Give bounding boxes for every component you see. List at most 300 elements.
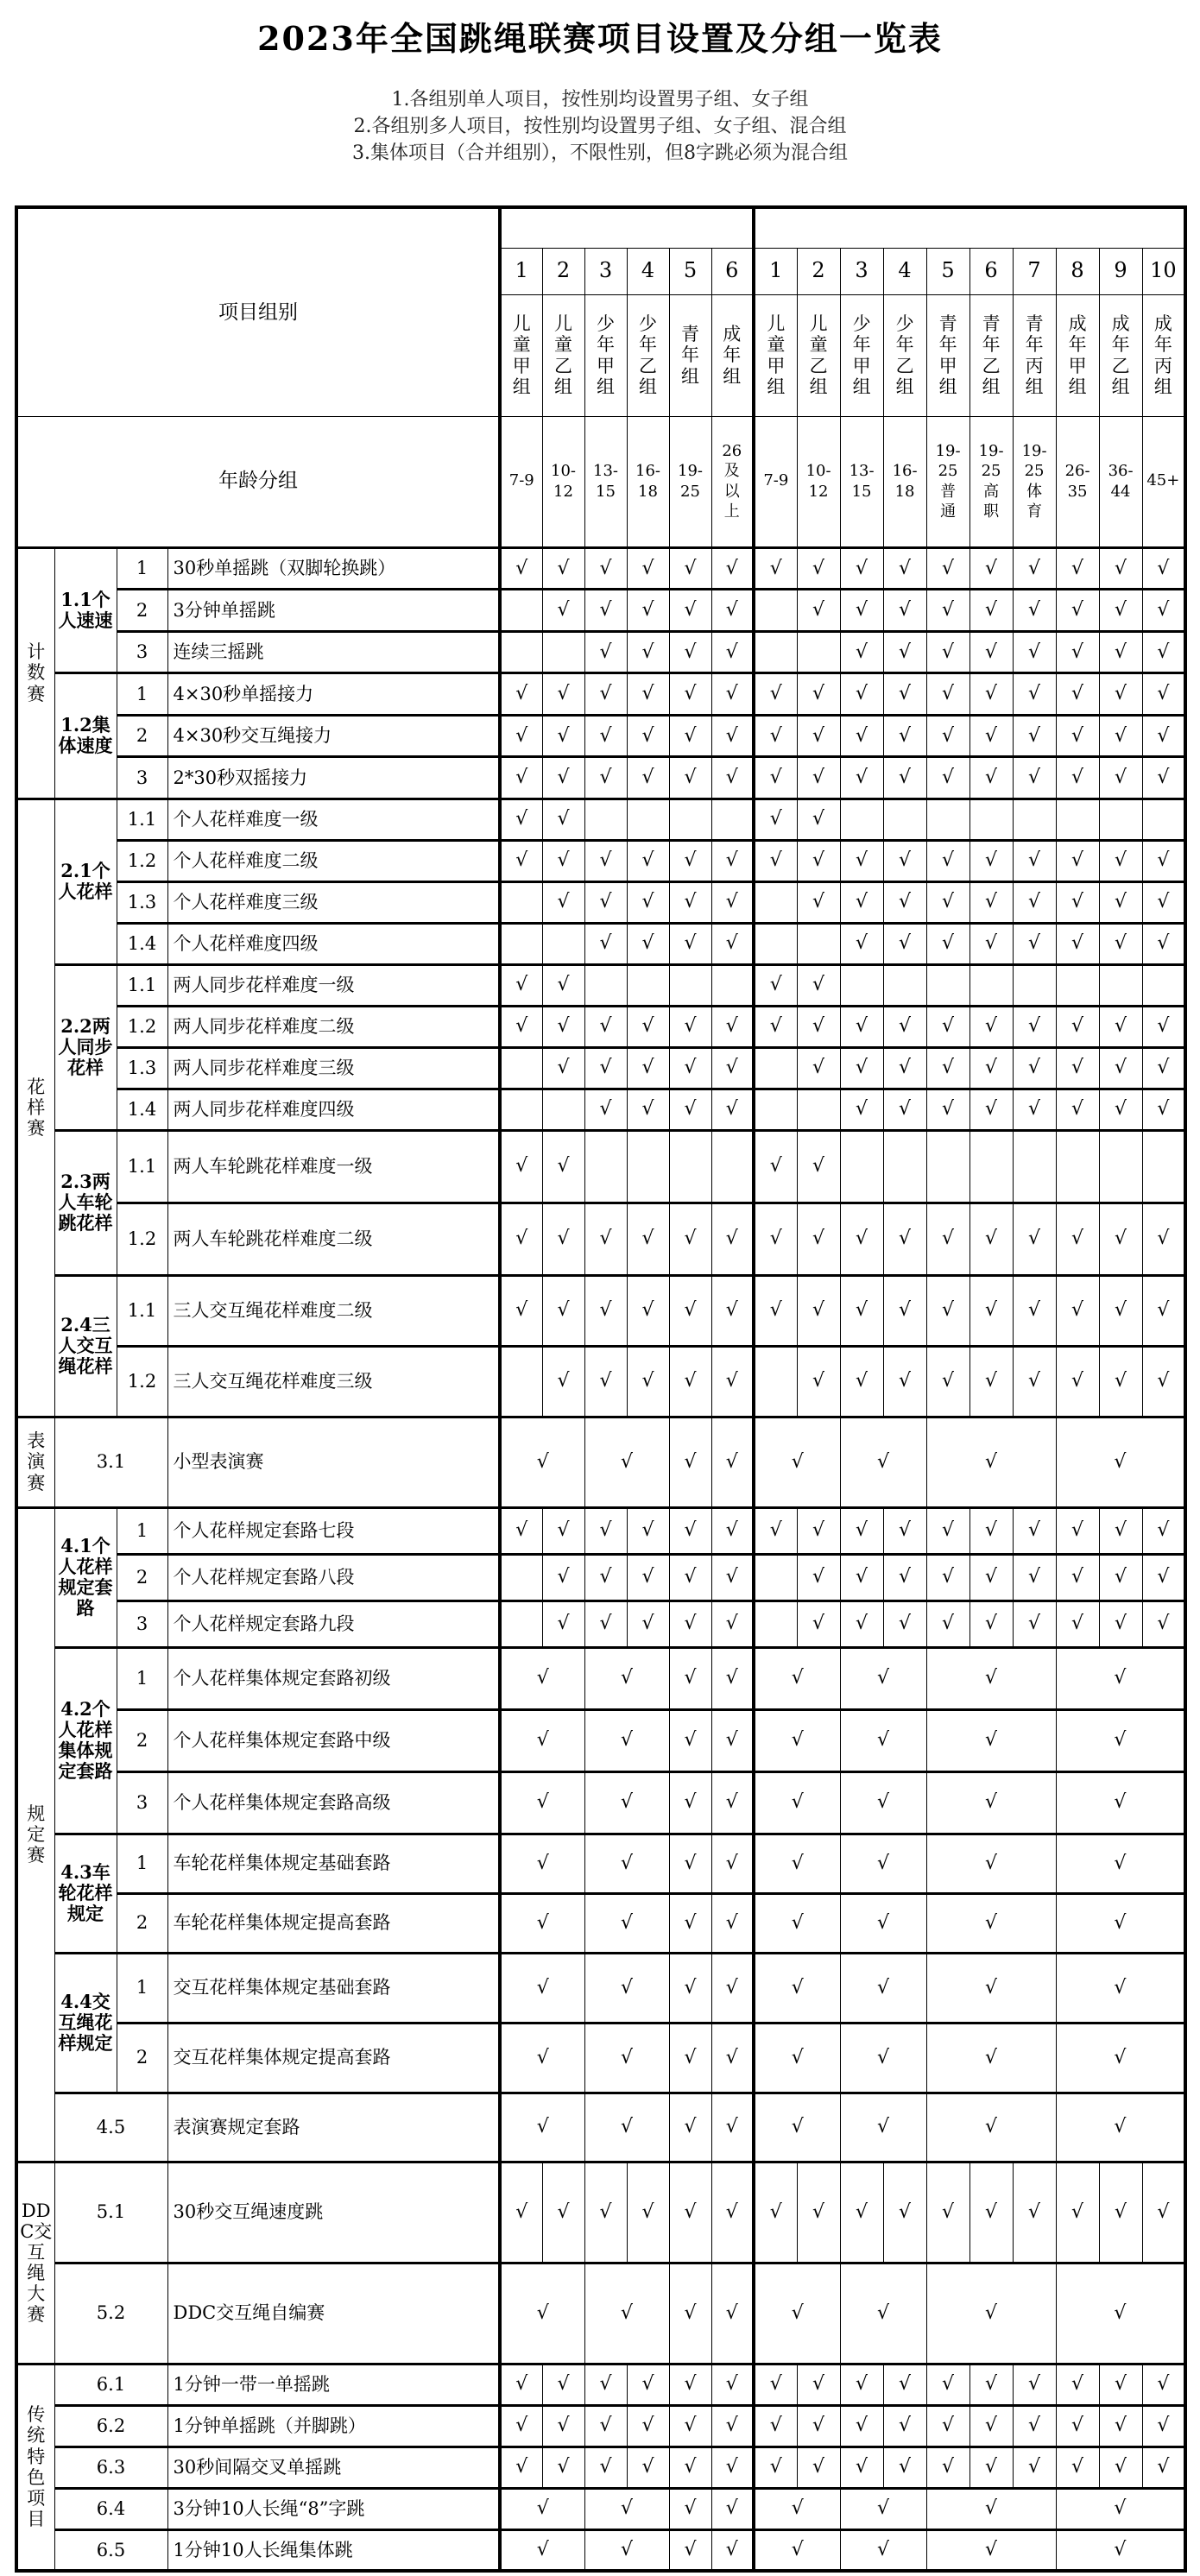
item-name: 30秒单摇跳（双脚轮换跳） [167, 547, 500, 590]
check-cell: √ [542, 1601, 584, 1647]
check-cell: √ [883, 2405, 926, 2447]
empty-cell [500, 881, 542, 923]
check-cell: √ [926, 840, 969, 881]
table-row [16, 1006, 1185, 1047]
check-cell: √ [1056, 2488, 1185, 2529]
check-cell: √ [969, 1275, 1013, 1346]
item-number: 1.3 [117, 1047, 167, 1089]
table-row [16, 2529, 1185, 2571]
check-cell: √ [669, 840, 711, 881]
check-cell: √ [840, 1771, 926, 1834]
group-number: 3 [584, 248, 627, 294]
check-cell: √ [1099, 2447, 1142, 2488]
item-number: 1 [117, 547, 167, 590]
check-cell: √ [969, 631, 1013, 673]
check-cell: √ [711, 2263, 754, 2364]
check-cell: √ [926, 1047, 969, 1089]
group-number: 2 [542, 248, 584, 294]
item-number: 2 [117, 1709, 167, 1771]
check-cell: √ [840, 715, 883, 757]
check-cell: √ [926, 2162, 969, 2263]
age-range: 7-9 [763, 471, 789, 490]
item-name: 三人交互绳花样难度二级 [167, 1275, 500, 1346]
item-name: DDC交互绳自编赛 [167, 2263, 500, 2364]
table-row [16, 2093, 1185, 2162]
check-cell: √ [584, 2093, 669, 2162]
check-cell: √ [1056, 2447, 1099, 2488]
check-cell: √ [883, 590, 926, 632]
check-cell: √ [669, 923, 711, 964]
check-cell: √ [926, 590, 969, 632]
item-number: 1 [117, 1834, 167, 1893]
empty-cell [1099, 799, 1142, 840]
check-cell: √ [627, 1203, 669, 1275]
table-row [16, 840, 1185, 881]
table-row [16, 1601, 1185, 1647]
check-cell: √ [797, 673, 840, 716]
check-cell: √ [883, 881, 926, 923]
age-range-cell [1142, 416, 1185, 547]
check-cell: √ [1099, 1089, 1142, 1130]
check-cell: √ [584, 1346, 627, 1417]
check-cell: √ [969, 881, 1013, 923]
check-cell: √ [883, 1047, 926, 1089]
check-cell: √ [1099, 2364, 1142, 2405]
group-name: 青年甲组 [938, 313, 957, 397]
item-number: 5.2 [54, 2263, 167, 2364]
check-cell: √ [926, 1275, 969, 1346]
check-cell: √ [669, 1647, 711, 1709]
group-name-cell [627, 294, 669, 416]
check-cell: √ [1056, 1834, 1185, 1893]
check-cell: √ [926, 673, 969, 716]
table-row [16, 1203, 1185, 1275]
age-range: 26-35 [1064, 462, 1090, 501]
empty-cell [500, 1554, 542, 1601]
group-name-cell [584, 294, 627, 416]
empty-cell [1099, 1130, 1142, 1203]
check-cell: √ [754, 1275, 797, 1346]
check-cell: √ [797, 799, 840, 840]
empty-cell [669, 799, 711, 840]
table-row [16, 757, 1185, 799]
check-cell: √ [669, 1203, 711, 1275]
table-row [16, 547, 1185, 590]
item-number: 1.3 [117, 881, 167, 923]
check-cell: √ [627, 1047, 669, 1089]
empty-cell [500, 631, 542, 673]
check-cell: √ [840, 2405, 883, 2447]
check-cell: √ [584, 1275, 627, 1346]
check-cell: √ [883, 2162, 926, 2263]
group-name-cell [840, 294, 883, 416]
group-name-cell [1099, 294, 1142, 416]
empty-cell [542, 631, 584, 673]
check-cell: √ [969, 923, 1013, 964]
check-cell: √ [840, 1953, 926, 2023]
item-number: 3 [117, 757, 167, 799]
check-cell: √ [1013, 715, 1056, 757]
item-number: 6.1 [54, 2364, 167, 2405]
age-range-cell [969, 416, 1013, 547]
age-range-cell [584, 416, 627, 547]
check-cell: √ [669, 590, 711, 632]
check-cell: √ [926, 881, 969, 923]
check-cell: √ [669, 881, 711, 923]
item-number: 6.2 [54, 2405, 167, 2447]
age-range: 13-15 [849, 462, 875, 501]
age-range-cell [669, 416, 711, 547]
table-row [16, 2364, 1185, 2405]
check-cell: √ [584, 1601, 627, 1647]
check-cell: √ [969, 1554, 1013, 1601]
check-cell: √ [711, 673, 754, 716]
table-row [16, 2023, 1185, 2093]
check-cell: √ [840, 1507, 883, 1554]
check-cell: √ [1056, 881, 1099, 923]
check-cell: √ [584, 1834, 669, 1893]
item-number: 1 [117, 1647, 167, 1709]
check-cell: √ [584, 2263, 669, 2364]
item-name: 1分钟10人长绳集体跳 [167, 2529, 500, 2571]
item-number: 6.5 [54, 2529, 167, 2571]
check-cell: √ [969, 715, 1013, 757]
check-cell: √ [1142, 923, 1185, 964]
check-cell: √ [1056, 2023, 1185, 2093]
check-cell: √ [754, 1203, 797, 1275]
empty-cell [500, 1089, 542, 1130]
table-row [16, 673, 1185, 716]
item-name: 个人花样难度一级 [167, 799, 500, 840]
check-cell: √ [669, 715, 711, 757]
group-number: 2 [797, 248, 840, 294]
check-cell: √ [926, 2488, 1056, 2529]
check-cell: √ [500, 2023, 584, 2093]
group-number: 4 [627, 248, 669, 294]
check-cell: √ [669, 1554, 711, 1601]
check-cell: √ [840, 1346, 883, 1417]
check-cell: √ [883, 1601, 926, 1647]
check-cell: √ [669, 547, 711, 590]
table-row [16, 1893, 1185, 1953]
check-cell: √ [926, 1953, 1056, 2023]
table-row [16, 923, 1185, 964]
check-cell: √ [840, 2364, 883, 2405]
empty-cell [669, 1130, 711, 1203]
category-cell: 计数赛 [16, 547, 54, 799]
check-cell: √ [500, 1953, 584, 2023]
age-range: 19-25体育 [1021, 441, 1047, 521]
check-cell: √ [1142, 2447, 1185, 2488]
group-name-cell [669, 294, 711, 416]
check-cell: √ [1013, 2364, 1056, 2405]
check-cell: √ [584, 1089, 627, 1130]
empty-cell [754, 1089, 797, 1130]
check-cell: √ [500, 1507, 542, 1554]
table-row [16, 1130, 1185, 1203]
group-name-cell [500, 294, 542, 416]
group-number: 9 [1099, 248, 1142, 294]
header-row-groups [16, 207, 1185, 248]
empty-cell [584, 1130, 627, 1203]
subcategory-cell: 2.2两人同步花样 [54, 964, 117, 1130]
check-cell: √ [1099, 1275, 1142, 1346]
item-name: 交互花样集体规定基础套路 [167, 1953, 500, 2023]
check-cell: √ [926, 2405, 969, 2447]
check-cell: √ [840, 2488, 926, 2529]
check-cell: √ [1056, 1275, 1099, 1346]
check-cell: √ [627, 1006, 669, 1047]
check-cell: √ [711, 1834, 754, 1893]
check-cell: √ [711, 547, 754, 590]
group-name: 成年甲组 [1068, 313, 1087, 397]
check-cell: √ [500, 2162, 542, 2263]
check-cell: √ [840, 1647, 926, 1709]
check-cell: √ [584, 1953, 669, 2023]
check-cell: √ [754, 673, 797, 716]
empty-cell [840, 799, 883, 840]
check-cell: √ [1013, 547, 1056, 590]
check-cell: √ [627, 1275, 669, 1346]
check-cell: √ [500, 964, 542, 1006]
check-cell: √ [500, 547, 542, 590]
item-number: 2 [117, 2023, 167, 2093]
empty-cell [969, 799, 1013, 840]
table-row [16, 2263, 1185, 2364]
check-cell: √ [627, 2162, 669, 2263]
check-cell: √ [754, 799, 797, 840]
category-cell: 规定赛 [16, 1507, 54, 2162]
item-number: 1.4 [117, 1089, 167, 1130]
group-number: 8 [1056, 248, 1099, 294]
check-cell: √ [1013, 1089, 1056, 1130]
group-name: 青年丙组 [1025, 313, 1044, 397]
item-number: 2 [117, 590, 167, 632]
check-cell: √ [969, 840, 1013, 881]
age-range: 10-12 [805, 462, 831, 501]
item-number: 1.1 [117, 1130, 167, 1203]
check-cell: √ [1013, 1203, 1056, 1275]
check-cell: √ [1013, 1006, 1056, 1047]
empty-cell [711, 964, 754, 1006]
page-title: 2023年全国跳绳联赛项目设置及分组一览表 [257, 19, 943, 58]
check-cell: √ [669, 1893, 711, 1953]
table-row [16, 2447, 1185, 2488]
check-cell: √ [669, 1275, 711, 1346]
check-cell: √ [584, 673, 627, 716]
check-cell: √ [1013, 1601, 1056, 1647]
check-cell: √ [1142, 2405, 1185, 2447]
check-cell: √ [627, 840, 669, 881]
item-number: 6.4 [54, 2488, 167, 2529]
check-cell: √ [711, 2405, 754, 2447]
check-cell: √ [711, 881, 754, 923]
check-cell: √ [840, 2162, 883, 2263]
check-cell: √ [1013, 1047, 1056, 1089]
check-cell: √ [1142, 1346, 1185, 1417]
check-cell: √ [1056, 2405, 1099, 2447]
group-number: 10 [1142, 248, 1185, 294]
check-cell: √ [969, 1089, 1013, 1130]
group-number: 4 [883, 248, 926, 294]
table-row [16, 1953, 1185, 2023]
check-cell: √ [500, 1834, 584, 1893]
item-name: 个人花样集体规定套路初级 [167, 1647, 500, 1709]
check-cell: √ [883, 1346, 926, 1417]
age-group-header [16, 416, 500, 547]
empty-cell [883, 799, 926, 840]
empty-cell [542, 1089, 584, 1130]
check-cell: √ [500, 2405, 542, 2447]
check-cell: √ [711, 2488, 754, 2529]
check-cell: √ [1013, 673, 1056, 716]
check-cell: √ [840, 1203, 883, 1275]
check-cell: √ [542, 547, 584, 590]
check-cell: √ [711, 1647, 754, 1709]
check-cell: √ [711, 1006, 754, 1047]
check-cell: √ [797, 1275, 840, 1346]
check-cell: √ [627, 2364, 669, 2405]
check-cell: √ [1013, 923, 1056, 964]
check-cell: √ [926, 1507, 969, 1554]
check-cell: √ [1056, 673, 1099, 716]
check-cell: √ [1056, 840, 1099, 881]
item-name: 个人花样集体规定套路高级 [167, 1771, 500, 1834]
check-cell: √ [542, 964, 584, 1006]
table-row [16, 1834, 1185, 1893]
check-cell: √ [627, 757, 669, 799]
check-cell: √ [1099, 673, 1142, 716]
check-cell: √ [1142, 1601, 1185, 1647]
item-number: 1.2 [117, 1006, 167, 1047]
table-row [16, 2405, 1185, 2447]
empty-cell [1056, 964, 1099, 1006]
check-cell: √ [883, 840, 926, 881]
check-cell: √ [1142, 840, 1185, 881]
check-cell: √ [1013, 1275, 1056, 1346]
item-number: 1.2 [117, 840, 167, 881]
check-cell: √ [500, 715, 542, 757]
check-cell: √ [1142, 2364, 1185, 2405]
check-cell: √ [1013, 1346, 1056, 1417]
category-cell: 传统特色项目 [16, 2364, 54, 2571]
empty-cell [754, 1601, 797, 1647]
check-cell: √ [1099, 631, 1142, 673]
age-range: 45+ [1146, 471, 1180, 490]
group-name-cell [754, 294, 797, 416]
check-cell: √ [669, 1089, 711, 1130]
check-cell: √ [1099, 1554, 1142, 1601]
check-cell: √ [754, 2405, 797, 2447]
check-cell: √ [669, 2447, 711, 2488]
group-number: 6 [711, 248, 754, 294]
check-cell: √ [1056, 2263, 1185, 2364]
group-name-cell [711, 294, 754, 416]
check-cell: √ [500, 1275, 542, 1346]
empty-cell [883, 964, 926, 1006]
check-cell: √ [926, 923, 969, 964]
item-number: 2 [117, 715, 167, 757]
check-cell: √ [627, 1089, 669, 1130]
age-range: 10-12 [551, 462, 576, 501]
check-cell: √ [840, 1709, 926, 1771]
check-cell: √ [1099, 1507, 1142, 1554]
check-cell: √ [669, 2023, 711, 2093]
check-cell: √ [797, 1507, 840, 1554]
check-cell: √ [1142, 590, 1185, 632]
age-range: 16-18 [635, 462, 660, 501]
category-cell: 花样赛 [16, 799, 54, 1417]
age-range-cell [797, 416, 840, 547]
item-number: 1 [117, 1507, 167, 1554]
check-cell: √ [500, 1709, 584, 1771]
age-range-cell [840, 416, 883, 547]
check-cell: √ [1056, 1203, 1099, 1275]
check-cell: √ [754, 840, 797, 881]
check-cell: √ [797, 1346, 840, 1417]
empty-cell [584, 964, 627, 1006]
check-cell: √ [840, 2023, 926, 2093]
check-cell: √ [669, 1047, 711, 1089]
check-cell: √ [797, 1601, 840, 1647]
check-cell: √ [711, 1771, 754, 1834]
item-name: 3分钟10人长绳“8”字跳 [167, 2488, 500, 2529]
check-cell: √ [926, 1006, 969, 1047]
check-cell: √ [797, 2364, 840, 2405]
check-cell: √ [1056, 1893, 1185, 1953]
empty-cell [627, 799, 669, 840]
empty-cell [500, 923, 542, 964]
check-cell: √ [969, 2364, 1013, 2405]
empty-cell [754, 1047, 797, 1089]
check-cell: √ [840, 2093, 926, 2162]
age-range: 19-25普通 [935, 441, 961, 521]
item-name: 个人花样集体规定套路中级 [167, 1709, 500, 1771]
check-cell: √ [754, 2364, 797, 2405]
check-cell: √ [969, 1507, 1013, 1554]
age-group-label: 年龄分组 [218, 470, 298, 493]
check-cell: √ [840, 1601, 883, 1647]
group-name: 少年乙组 [639, 313, 657, 397]
empty-cell [1142, 1130, 1185, 1203]
item-name: 4×30秒单摇接力 [167, 673, 500, 716]
empty-cell [584, 799, 627, 840]
check-cell: √ [1013, 1507, 1056, 1554]
check-cell: √ [926, 1203, 969, 1275]
check-cell: √ [669, 673, 711, 716]
age-range: 13-15 [593, 462, 618, 501]
check-cell: √ [711, 1346, 754, 1417]
check-cell: √ [1099, 2405, 1142, 2447]
note-line: 1.各组别单人项目，按性别均设置男子组、女子组 [391, 89, 809, 110]
age-range: 36-44 [1108, 462, 1134, 501]
empty-cell [500, 590, 542, 632]
empty-cell [669, 964, 711, 1006]
empty-cell [1099, 964, 1142, 1006]
empty-cell [754, 1554, 797, 1601]
item-name: 个人花样规定套路七段 [167, 1507, 500, 1554]
check-cell: √ [1013, 1554, 1056, 1601]
check-cell: √ [711, 1601, 754, 1647]
check-cell: √ [542, 757, 584, 799]
check-cell: √ [711, 590, 754, 632]
check-cell: √ [584, 1893, 669, 1953]
check-cell: √ [754, 2023, 840, 2093]
check-cell: √ [1099, 881, 1142, 923]
check-cell: √ [797, 1006, 840, 1047]
check-cell: √ [754, 1893, 840, 1953]
group-name-cell [1142, 294, 1185, 416]
